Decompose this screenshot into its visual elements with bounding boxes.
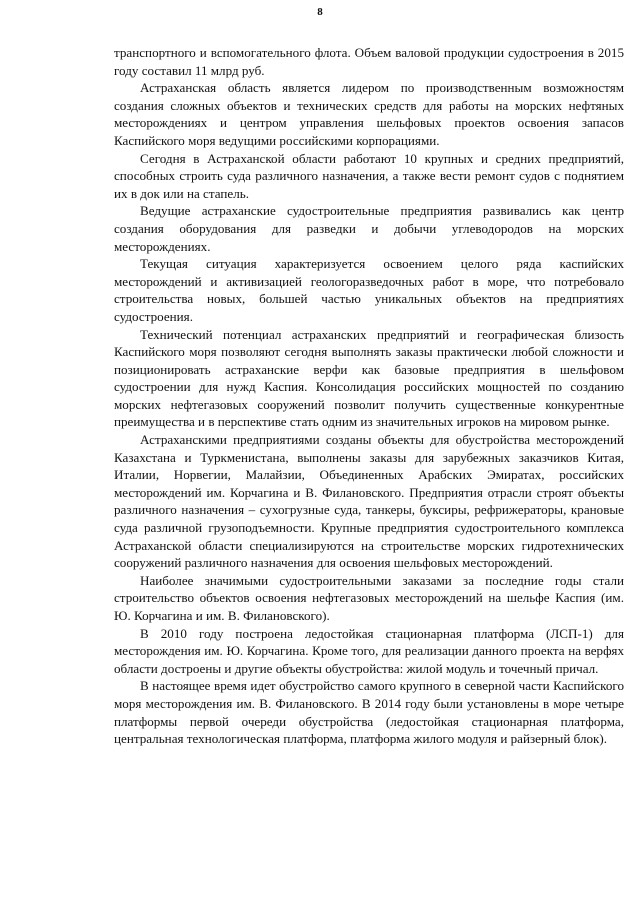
body-text [114, 44, 624, 748]
paragraph-4: Ведущие астраханские судостроительные предприятия развивались как центр создания оборудования для разведки и добычи углеводородов на морских месторождениях. [114, 203, 624, 254]
page-number: 8 [317, 6, 323, 18]
paragraph-1: транспортного и вспомогательного флота. Объем валовой продукции судостроения в 2015 году составил 11 млрд руб. [114, 45, 624, 78]
paragraph-8: Наиболее значимыми судостроительными заказами за последние годы стали строительство объектов освоения нефтегазовых месторождений на шельфе Каспия (им. Ю. Корчагина и им. В. Филановского). [114, 572, 624, 623]
paragraph-9: В 2010 году построена ледостойкая стационарная платформа (ЛСП-1) для месторождения им. Ю. Корчагина. Кроме того, для реализации данного проекта на верфях области достроены и другие объекты обустройства: жилой модуль и точечный причал. [114, 625, 624, 676]
paragraph-2: Астраханская область является лидером по производственным возможностям создания сложных объектов и технических средств для работы на морских нефтяных месторождениях и центром управления шельфовых проектов освоения запасов Каспийского моря ведущими российскими корпорациями. [114, 80, 624, 148]
paragraph-5: Текущая ситуация характеризуется освоением целого ряда каспийских месторождений и активизацией геологоразведочных работ в море, что потребовало строительства новых, большей частью уникальных объектов на предприятиях судостроения. [114, 256, 624, 324]
paragraph-3: Сегодня в Астраханской области работают 10 крупных и средних предприятий, способных строить суда различного назначения, а также вести ремонт судов с поднятием их в док или на стапель. [114, 150, 624, 201]
paragraph-6: Технический потенциал астраханских предприятий и географическая близость Каспийского моря позволяют сегодня выполнять заказы практически любой сложности и позиционировать астраханские верфи как базовые предприятия в шельфовом судостроении для нужд Каспия. Консолидация российских мощностей по созданию морских нефтегазовых сооружений позволит получить существенные конкурентные преимущества и в перспективе стать одним из значительных игроков на мировом рынке. [114, 326, 624, 430]
paragraph-10: В настоящее время идет обустройство самого крупного в северной части Каспийского моря месторождения им. В. Филановского. В 2014 году были установлены в море четыре платформы первой очереди обустройства (ледостойкая стационарная платформа, центральная технологическая платформа, платформа жилого модуля и райзерный блок). [114, 678, 624, 747]
paragraph-7: Астраханскими предприятиями созданы объекты для обустройства месторождений Казахстана и Туркменистана, выполнены заказы для зарубежных заказчиков Китая, Италии, Норвегии, Малайзии, Объединенных Арабских Эмиратах, российских месторождений им. Корчагина и В. Филановского. Предприятия отрасли строят объекты различного назначения – сухогрузные суда, танкеры, буксиры, рефрижераторы, крановые суда различной грузоподъемности. Крупные предприятия судостроительного комплекса Астраханской области специализируются на строительстве морских гидротехнических сооружений различного назначения для освоения шельфовых месторождений. [114, 432, 624, 571]
